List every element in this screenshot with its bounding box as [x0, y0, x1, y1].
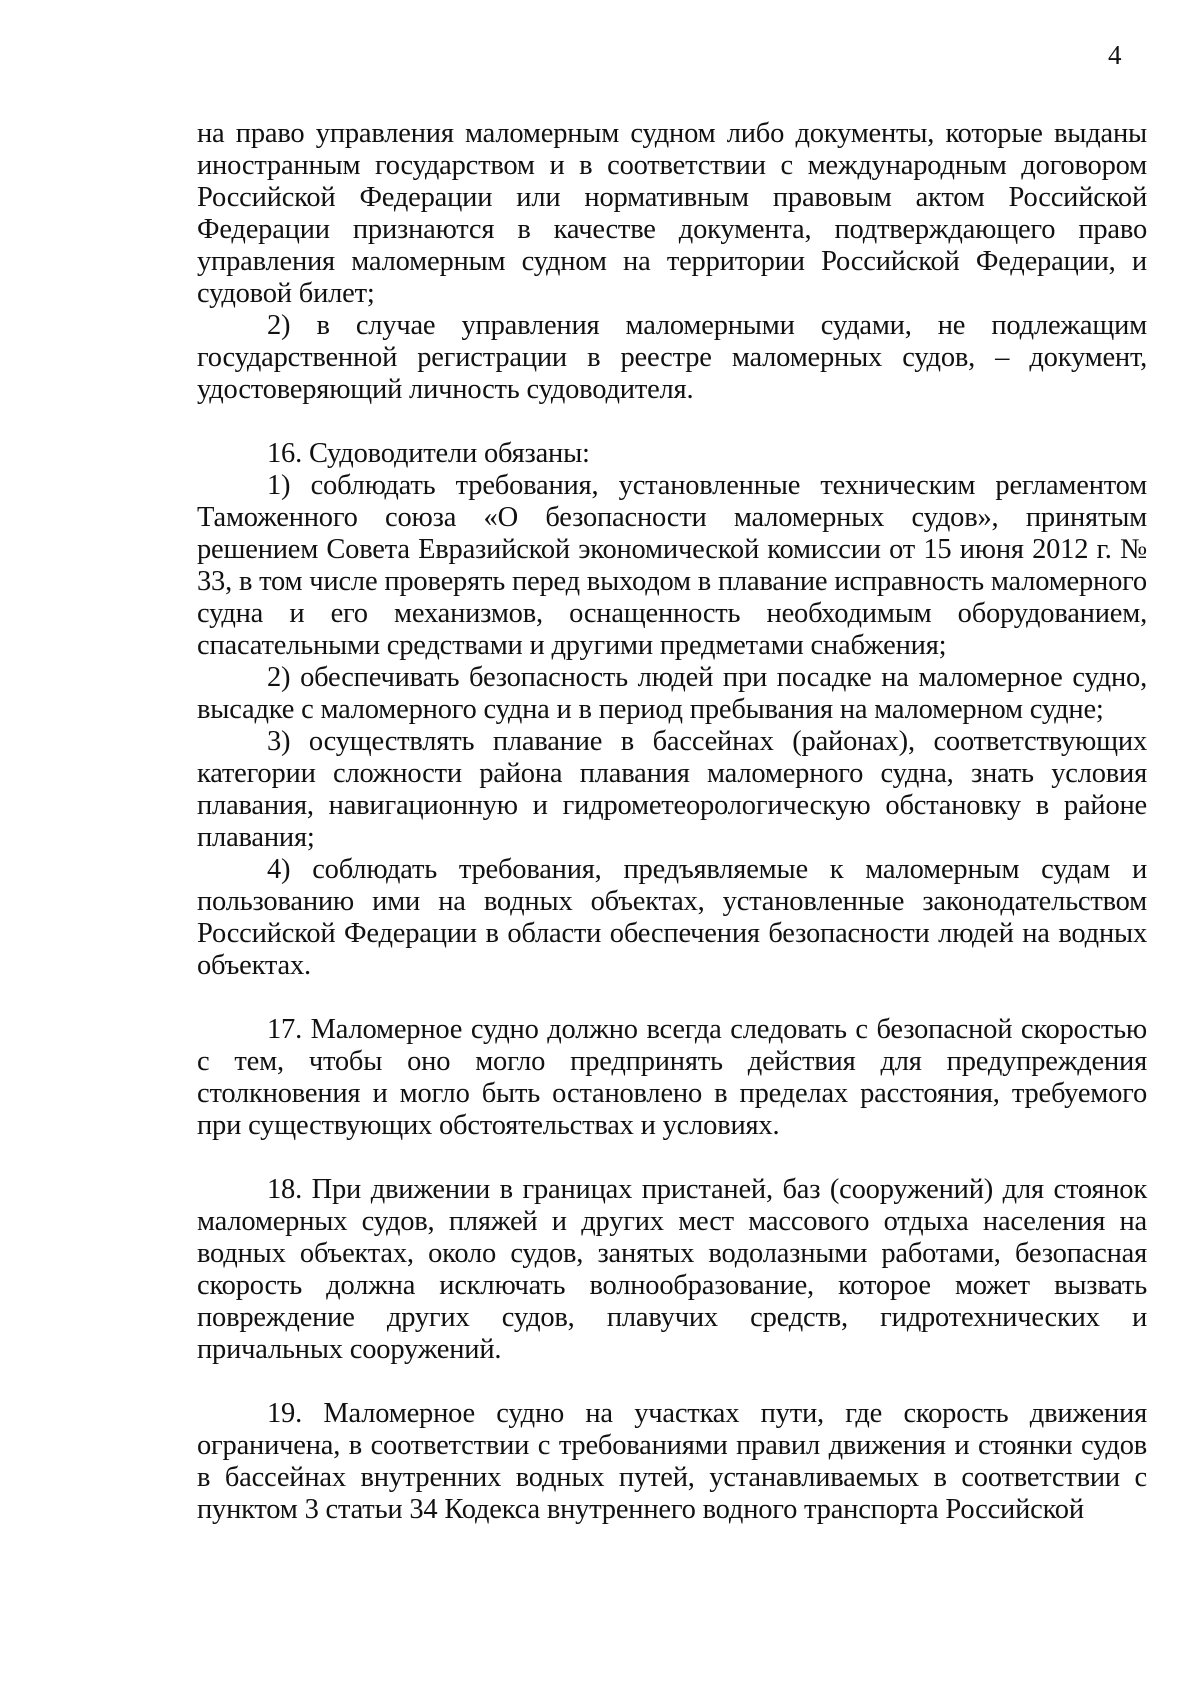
- paragraph-18: 18. При движении в границах пристаней, баз (сооружений) для стоянок маломерных судов, пляжей и других мест массового отдыха населения на водных объектах, около судов, занятых водолазными работами, безопасная скорость должна исключать волнообразование, которое может вызвать повреждение других судов, плавучих средств, гидротехнических и причальных сооружений.: [197, 1174, 1147, 1365]
- paragraph-16-item-4: 4) соблюдать требования, предъявляемые к маломерным судам и пользованию ими на водных объектах, установленные законодательством Российской Федерации в области обеспечения безопасности людей на водных объектах.: [197, 854, 1147, 981]
- paragraph-17: 17. Маломерное судно должно всегда следовать с безопасной скоростью с тем, чтобы оно могло предпринять действия для предупреждения столкновения и могло быть остановлено в пределах расстояния, требуемого при существующих обстоятельствах и условиях.: [197, 1014, 1147, 1141]
- paragraph-16-item-1: 1) соблюдать требования, установленные техническим регламентом Таможенного союза «О безопасности маломерных судов», принятым решением Совета Евразийской экономической комиссии от 15 июня 2012 г. № 33, в том числе проверять перед выходом в плавание исправность маломерного судна и его механизмов, оснащенность необходимым оборудованием, спасательными средствами и другими предметами снабжения;: [197, 470, 1147, 661]
- paragraph-16-item-3: 3) осуществлять плавание в бассейнах (районах), соответствующих категории сложности района плавания маломерного судна, знать условия плавания, навигационную и гидрометеорологическую обстановку в районе плавания;: [197, 726, 1147, 853]
- paragraph-continuation: на право управления маломерным судном либо документы, которые выданы иностранным государством и в соответствии с международным договором Российской Федерации или нормативным правовым актом Российской Федерации признаются в качестве документа, подтверждающего право управления маломерным судном на территории Российской Федерации, и судовой билет;: [197, 118, 1147, 309]
- page-number: 4: [1108, 40, 1122, 70]
- paragraph-15-item-2: 2) в случае управления маломерными судами, не подлежащим государственной регистрации в реестре маломерных судов, – документ, удостоверяющий личность судоводителя.: [197, 310, 1147, 405]
- document-body: [197, 118, 1147, 1526]
- paragraph-16-heading: 16. Судоводители обязаны:: [267, 438, 590, 469]
- paragraph-19: 19. Маломерное судно на участках пути, где скорость движения ограничена, в соответствии с требованиями правил движения и стоянки судов в бассейнах внутренних водных путей, устанавливаемых в соответствии с пунктом 3 статьи 34 Кодекса внутреннего водного транспорта Российской: [197, 1398, 1147, 1525]
- paragraph-16-item-2: 2) обеспечивать безопасность людей при посадке на маломерное судно, высадке с маломерного судна и в период пребывания на маломерном судне;: [197, 662, 1147, 725]
